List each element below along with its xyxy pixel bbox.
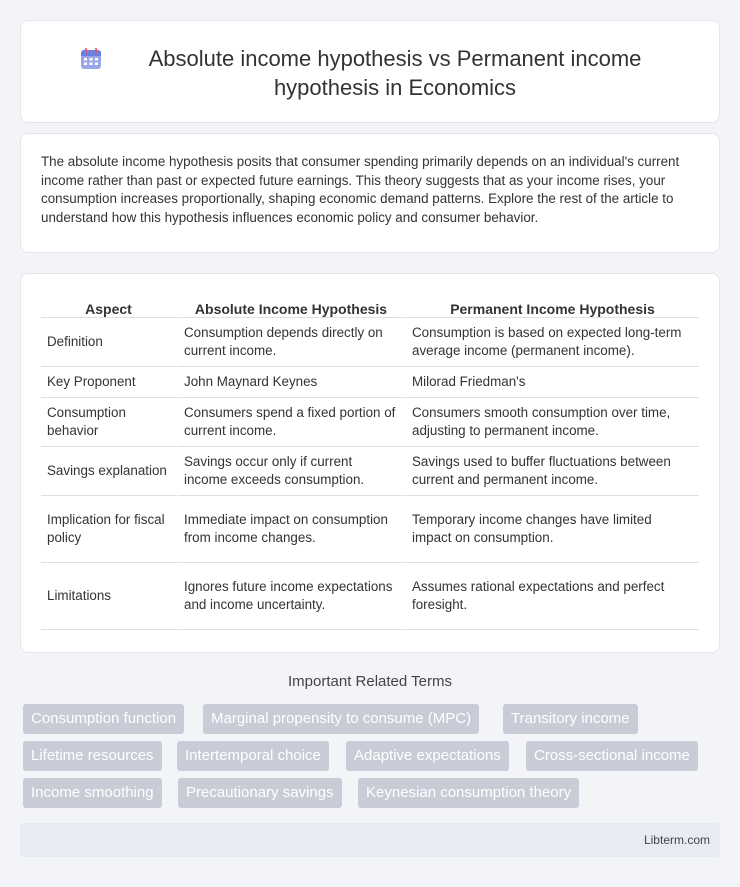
comparison-table: [41, 296, 699, 630]
table-cell: Ignores future income expectations and income uncertainty.: [176, 563, 404, 630]
table-cell: Consumption is based on expected long-term average income (permanent income).: [404, 318, 699, 367]
page-title: Absolute income hypothesis vs Permanent income hypothesis in Economics: [148, 46, 642, 100]
table-cell: Key Proponent: [41, 367, 176, 398]
table-row: [41, 367, 699, 398]
table-cell: Consumers spend a fixed portion of current income.: [176, 398, 404, 447]
table-cell: Definition: [41, 318, 176, 367]
header-card: [20, 20, 720, 123]
table-cell: Consumption behavior: [41, 398, 176, 447]
tag-lifetime-resources[interactable]: Lifetime resources: [23, 741, 162, 771]
tag-precautionary-savings[interactable]: Precautionary savings: [178, 778, 342, 808]
table-header-row: [41, 296, 699, 318]
table-row: [41, 318, 699, 367]
table-cell: Consumers smooth consumption over time, adjusting to permanent income.: [404, 398, 699, 447]
table-cell: Savings explanation: [41, 447, 176, 496]
intro-text: The absolute income hypothesis posits that consumer spending primarily depends on an individual's current income rather than past or expected future earnings. This theory suggests that as your income rises, your consumption increases proportionally, shaping economic demand patterns. Explore the rest of the article to understand how this hypothesis influences economic policy and consumer behavior.: [41, 154, 680, 225]
table-cell: John Maynard Keynes: [176, 367, 404, 398]
tag-transitory-income[interactable]: Transitory income: [503, 704, 638, 734]
footer-site-link[interactable]: Libterm.com: [643, 833, 710, 847]
comparison-table-card: [20, 273, 720, 653]
table-row: [41, 563, 699, 630]
table-cell: Assumes rational expectations and perfect foresight.: [404, 563, 699, 630]
table-cell: Consumption depends directly on current income.: [176, 318, 404, 367]
table-cell: Savings occur only if current income exceeds consumption.: [176, 447, 404, 496]
table-cell: Implication for fiscal policy: [41, 496, 176, 563]
table-row: [41, 496, 699, 563]
table-cell: Immediate impact on consumption from income changes.: [176, 496, 404, 563]
calendar-icon: [79, 47, 103, 71]
column-header-permanent: Permanent Income Hypothesis: [404, 296, 699, 318]
column-header-aspect: Aspect: [41, 296, 176, 318]
tag-income-smoothing[interactable]: Income smoothing: [23, 778, 162, 808]
table-cell: Limitations: [41, 563, 176, 630]
tag-cross-sectional-income[interactable]: Cross-sectional income: [526, 741, 698, 771]
intro-card: [20, 133, 720, 253]
column-header-absolute: Absolute Income Hypothesis: [176, 296, 404, 318]
table-cell: Temporary income changes have limited impact on consumption.: [404, 496, 699, 563]
tag-keynesian-consumption-theory[interactable]: Keynesian consumption theory: [358, 778, 579, 808]
tag-consumption-function[interactable]: Consumption function: [23, 704, 184, 734]
tag-adaptive-expectations[interactable]: Adaptive expectations: [346, 741, 509, 771]
table-cell: Savings used to buffer fluctuations between current and permanent income.: [404, 447, 699, 496]
tag-marginal-propensity[interactable]: Marginal propensity to consume (MPC): [203, 704, 479, 734]
tag-intertemporal-choice[interactable]: Intertemporal choice: [177, 741, 329, 771]
table-cell: Milorad Friedman's: [404, 367, 699, 398]
footer: [20, 823, 720, 857]
table-row: [41, 398, 699, 447]
related-terms-title: Important Related Terms: [288, 673, 452, 690]
table-row: [41, 447, 699, 496]
